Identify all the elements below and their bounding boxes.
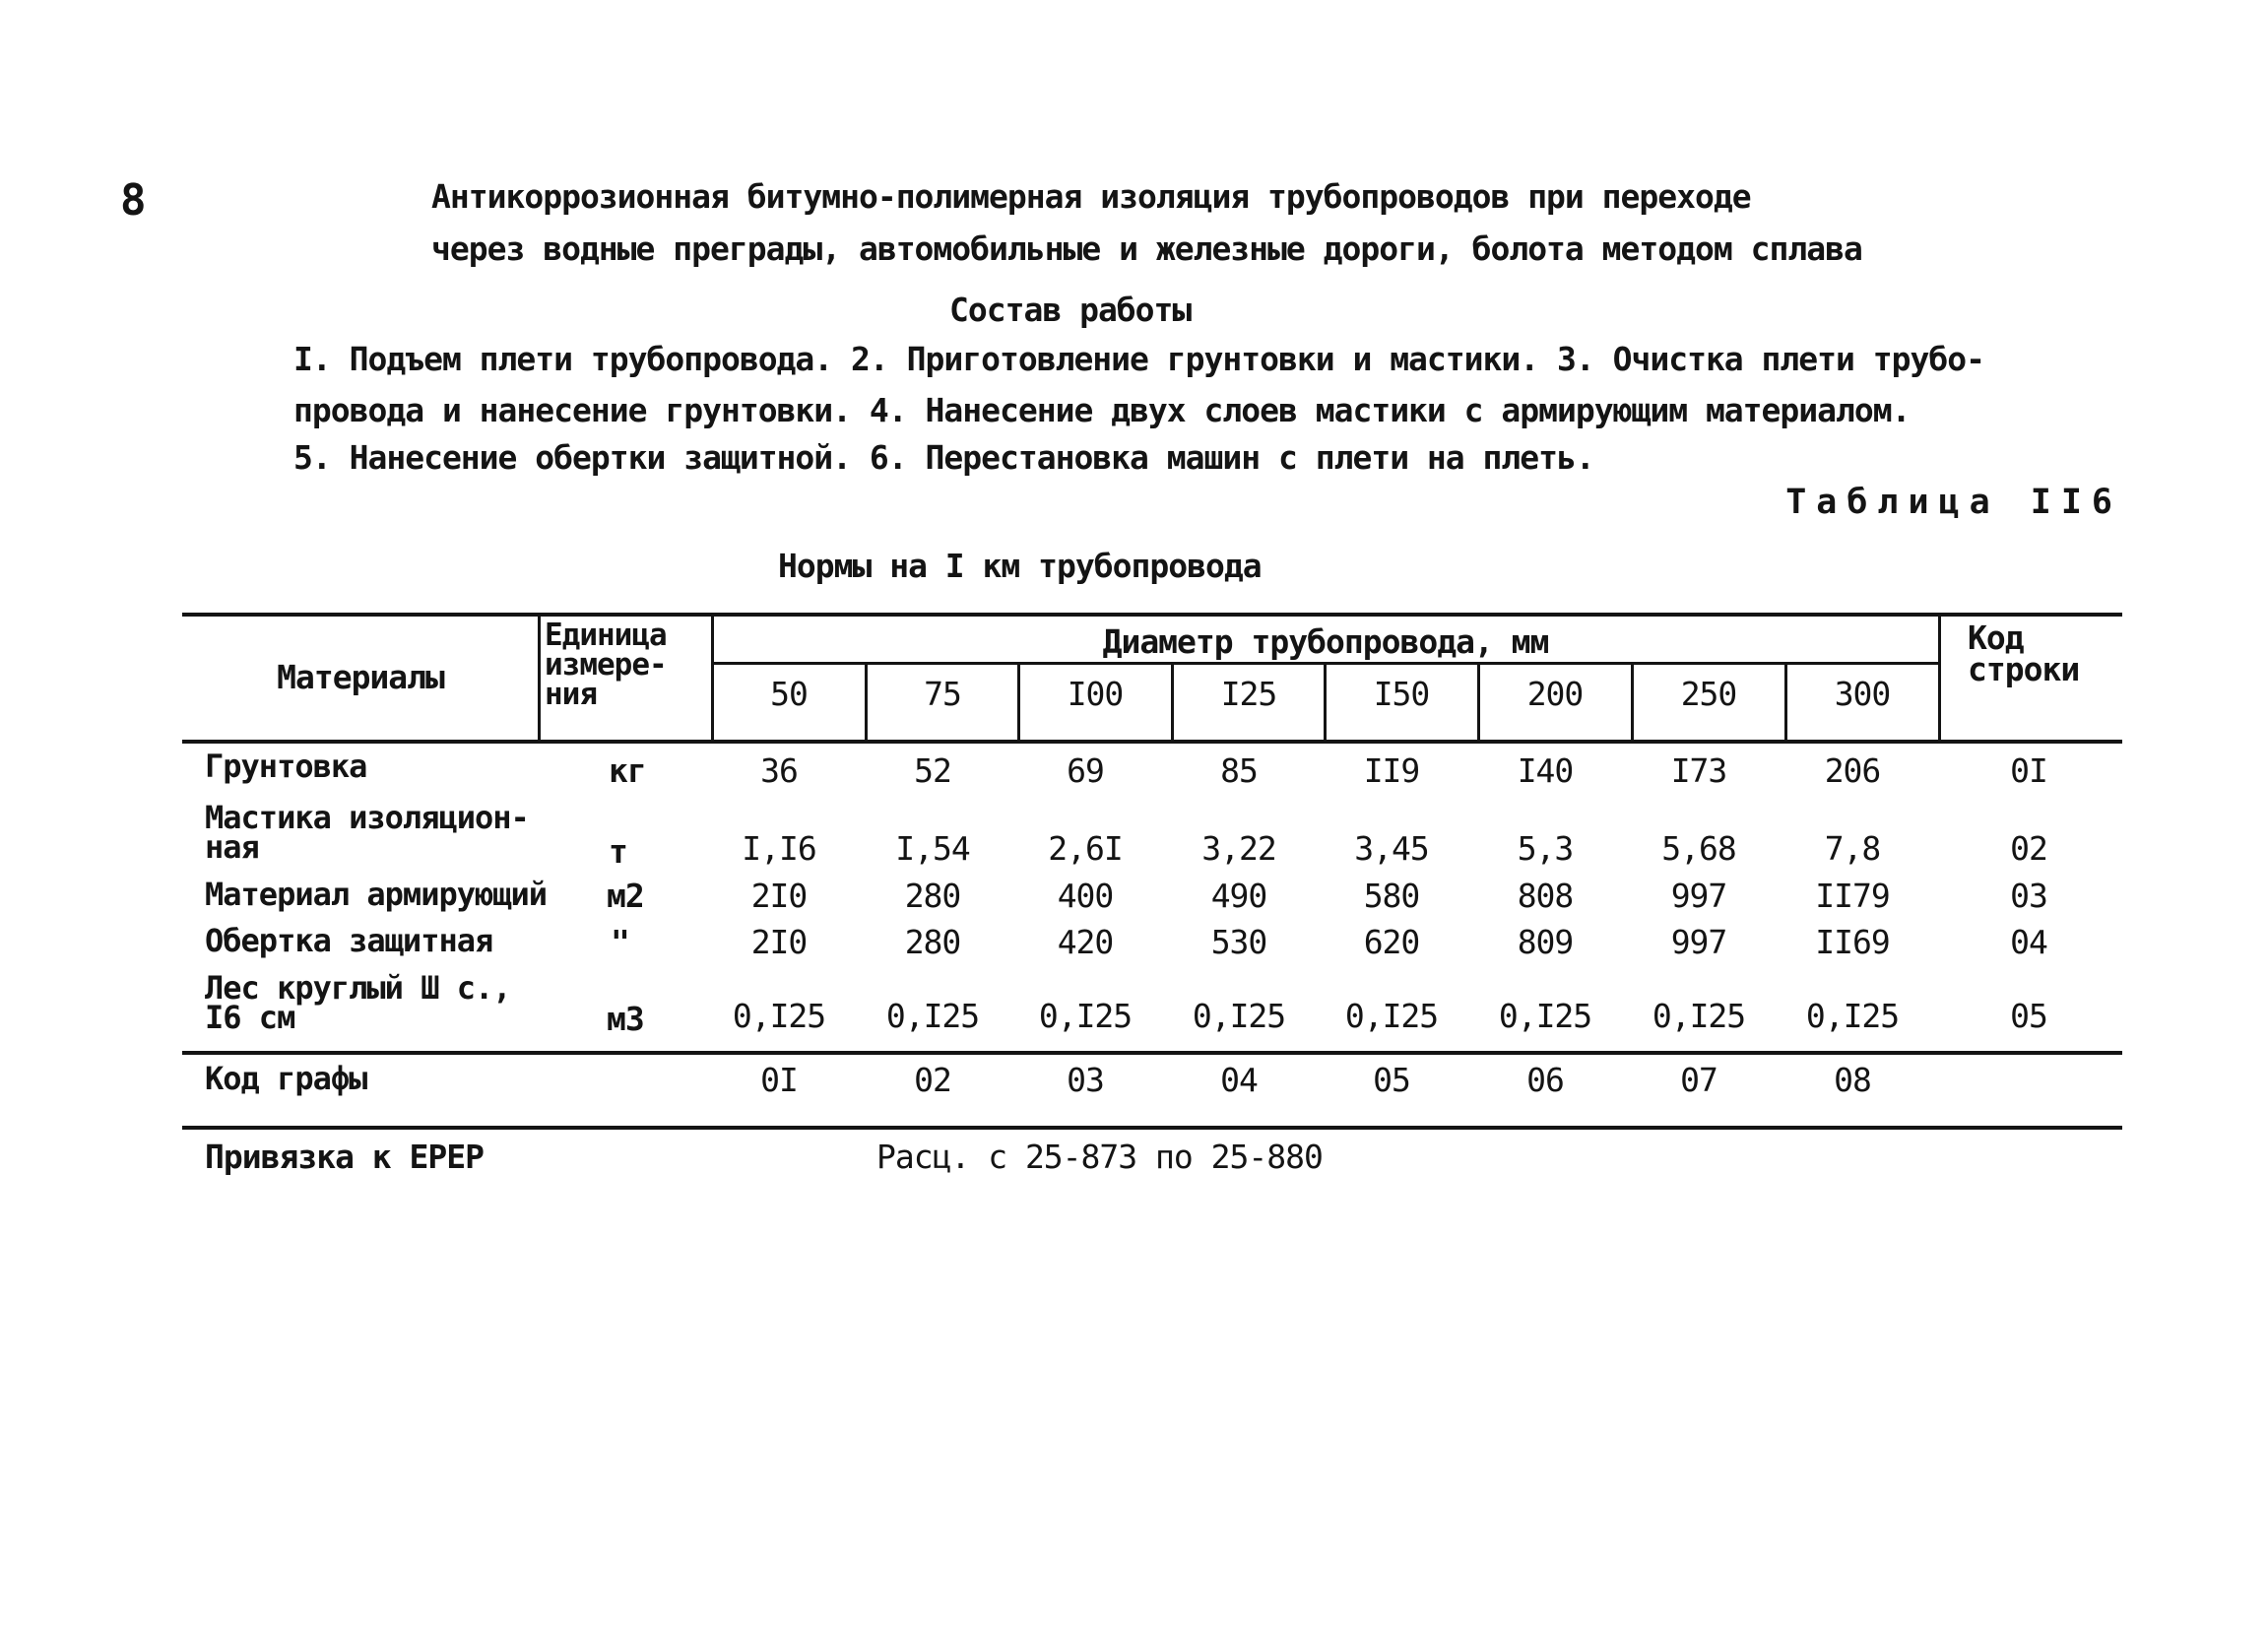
header-diameter-75: 75 <box>924 675 961 713</box>
document-title-line-2: через водные преграды, автомобильные и железные дороги, болота методом сплава <box>431 229 1862 268</box>
row-5-value-200: 0,I25 <box>1498 997 1592 1035</box>
table-top-rule <box>182 613 2122 617</box>
header-diameter-250: 250 <box>1680 675 1737 713</box>
document-title-line-1: Антикоррозионная битумно-полимерная изоляция трубопроводов при переходе <box>431 177 1751 216</box>
row-5-value-150: 0,I25 <box>1344 997 1439 1035</box>
row-5-value-75: 0,I25 <box>885 997 980 1035</box>
row-1-code: 0I <box>2010 751 2047 790</box>
row-5-value-100: 0,I25 <box>1038 997 1133 1035</box>
body-bottom-rule <box>182 1051 2122 1055</box>
diameter-header-rule <box>713 662 1940 665</box>
row-1-value-150: II9 <box>1363 751 1420 790</box>
column-code-4: 04 <box>1220 1061 1258 1099</box>
row-2-value-300: 7,8 <box>1824 829 1881 868</box>
row-4-value-250: 997 <box>1670 923 1727 961</box>
column-code-2: 02 <box>914 1061 951 1099</box>
header-materials: Материалы <box>277 658 444 696</box>
column-code-6: 06 <box>1526 1061 1564 1099</box>
row-2-value-100: 2,6I <box>1048 829 1123 868</box>
row-5-material: Лес круглый Ш с., I6 см <box>205 969 511 1036</box>
work-composition-line-1: I. Подъем плети трубопровода. 2. Приготовление грунтовки и мастики. 3. Очистка плети трубо- <box>293 340 1984 378</box>
header-code: Код строки <box>1968 619 2080 688</box>
row-1-value-200: I40 <box>1517 751 1574 790</box>
row-2-value-150: 3,45 <box>1354 829 1429 868</box>
column-code-8: 08 <box>1834 1061 1871 1099</box>
column-code-7: 07 <box>1680 1061 1717 1099</box>
row-5-value-50: 0,I25 <box>732 997 826 1035</box>
work-composition-heading: Состав работы <box>949 291 1192 329</box>
row-3-value-125: 490 <box>1210 877 1267 915</box>
table-bottom-rule <box>182 1126 2122 1130</box>
table-number: Таблица II6 <box>1785 483 2122 522</box>
row-3-value-250: 997 <box>1670 877 1727 915</box>
row-5-value-125: 0,I25 <box>1192 997 1286 1035</box>
column-code-3: 03 <box>1067 1061 1104 1099</box>
footer-rates-range: Расц. с 25-873 по 25-880 <box>876 1138 1323 1176</box>
row-2-value-75: I,54 <box>895 829 970 868</box>
header-diameter-50: 50 <box>770 675 808 713</box>
header-bottom-rule <box>182 740 2122 744</box>
row-2-unit: т <box>609 832 627 871</box>
row-1-value-50: 36 <box>760 751 798 790</box>
row-4-value-50: 2I0 <box>750 923 808 961</box>
row-3-value-200: 808 <box>1517 877 1574 915</box>
work-composition-line-2: провода и нанесение грунтовки. 4. Нанесение двух слоев мастики с армирующим материалом. <box>293 391 1911 429</box>
row-2-value-50: I,I6 <box>742 829 816 868</box>
column-code-1: 0I <box>760 1061 798 1099</box>
header-diameter: Диаметр трубопровода, мм <box>1102 622 1549 661</box>
row-1-value-100: 69 <box>1067 751 1104 790</box>
work-composition-line-3: 5. Нанесение обертки защитной. 6. Перестановка машин с плети на плеть. <box>293 438 1594 477</box>
header-unit: Единица измере- ния <box>545 618 667 712</box>
row-3-value-75: 280 <box>904 877 961 915</box>
row-2-code: 02 <box>2010 829 2047 868</box>
row-3-material: Материал армирующий <box>205 876 548 913</box>
row-4-material: Обертка защитная <box>205 922 493 959</box>
row-2-material: Мастика изоляцион- ная <box>205 799 529 866</box>
row-3-value-150: 580 <box>1363 877 1420 915</box>
header-diameter-100: I00 <box>1067 675 1124 713</box>
row-5-value-250: 0,I25 <box>1652 997 1746 1035</box>
row-3-value-50: 2I0 <box>750 877 808 915</box>
header-divider-unit <box>538 615 541 741</box>
header-diameter-200: 200 <box>1526 675 1584 713</box>
row-4-value-200: 809 <box>1517 923 1574 961</box>
row-4-value-150: 620 <box>1363 923 1420 961</box>
table-caption: Нормы на I км трубопровода <box>778 547 1262 585</box>
header-diameter-150: I50 <box>1373 675 1430 713</box>
row-3-value-300: II79 <box>1815 877 1890 915</box>
footer-binding-label: Привязка к ЕРЕР <box>205 1138 485 1176</box>
page-number: 8 <box>120 175 147 226</box>
header-divider-code <box>1938 615 1941 741</box>
row-2-value-125: 3,22 <box>1201 829 1276 868</box>
row-1-value-125: 85 <box>1220 751 1258 790</box>
row-4-unit: " <box>611 923 629 961</box>
row-2-value-200: 5,3 <box>1517 829 1574 868</box>
row-1-value-75: 52 <box>914 751 951 790</box>
row-3-code: 03 <box>2010 877 2047 915</box>
row-1-value-250: I73 <box>1670 751 1727 790</box>
row-4-value-300: II69 <box>1815 923 1890 961</box>
row-4-value-100: 420 <box>1057 923 1114 961</box>
row-5-value-300: 0,I25 <box>1805 997 1900 1035</box>
row-4-value-75: 280 <box>904 923 961 961</box>
row-1-unit: кг <box>609 751 646 790</box>
header-diameter-125: I25 <box>1220 675 1277 713</box>
row-4-value-125: 530 <box>1210 923 1267 961</box>
header-diameter-300: 300 <box>1834 675 1891 713</box>
row-5-code: 05 <box>2010 997 2047 1035</box>
row-1-material: Грунтовка <box>205 748 367 785</box>
row-4-code: 04 <box>2010 923 2047 961</box>
row-2-value-250: 5,68 <box>1661 829 1736 868</box>
row-3-unit: м2 <box>607 877 644 915</box>
row-5-unit: м3 <box>607 1000 644 1038</box>
row-3-value-100: 400 <box>1057 877 1114 915</box>
column-code-label: Код графы <box>205 1060 367 1097</box>
row-1-value-300: 206 <box>1824 751 1881 790</box>
column-code-5: 05 <box>1373 1061 1410 1099</box>
